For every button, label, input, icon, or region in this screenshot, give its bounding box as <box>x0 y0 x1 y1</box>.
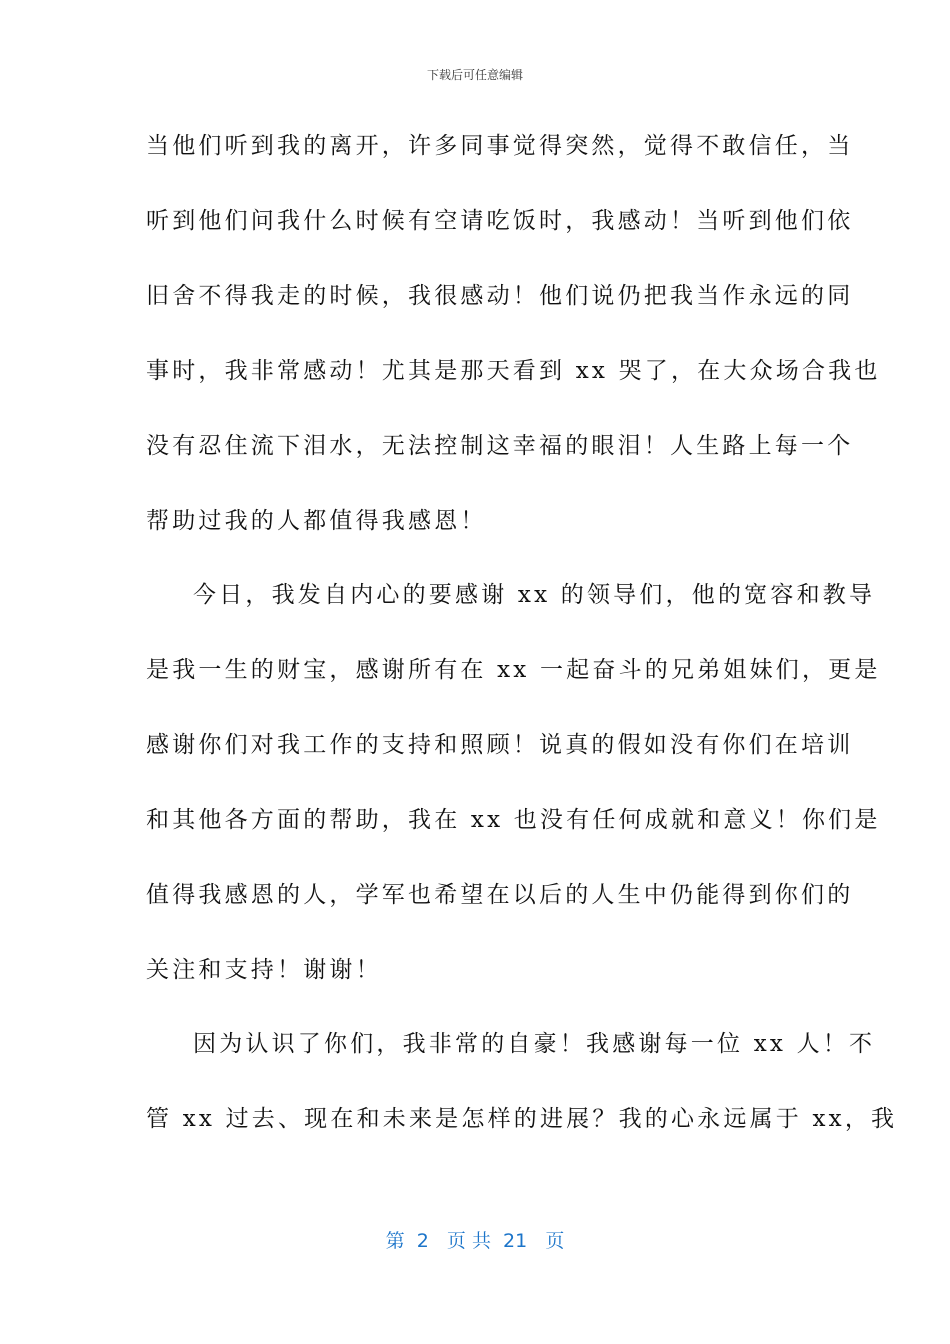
text-line: 听到他们问我什么时候有空请吃饭时，我感动！当听到他们依 <box>146 208 854 234</box>
paragraph-first-line: 因为认识了你们，我非常的自豪！我感谢每一位 xx 人！不 <box>193 1031 876 1057</box>
text-line: 当他们听到我的离开，许多同事觉得突然，觉得不敢信任，当 <box>146 133 854 159</box>
text-line: 和其他各方面的帮助，我在 xx 也没有任何成就和意义！你们是 <box>146 807 881 833</box>
text-line: 帮助过我的人都值得我感恩！ <box>146 508 487 534</box>
text-line: 是我一生的财宝，感谢所有在 xx 一起奋斗的兄弟姐妹们，更是 <box>146 657 881 683</box>
paragraph-first-line: 今日，我发自内心的要感谢 xx 的领导们，他的宽容和教导 <box>193 582 876 608</box>
page-header: 下载后可任意编辑 <box>426 68 523 82</box>
text-line: 管 xx 过去、现在和未来是怎样的进展？我的心永远属于 xx，我 <box>146 1106 898 1132</box>
text-line: 事时，我非常感动！尤其是那天看到 xx 哭了，在大众场合我也 <box>146 358 881 384</box>
text-line: 值得我感恩的人，学军也希望在以后的人生中仍能得到你们的 <box>146 882 854 908</box>
text-line: 感谢你们对我工作的支持和照顾！说真的假如没有你们在培训 <box>146 732 854 758</box>
text-line: 关注和支持！谢谢！ <box>146 957 382 983</box>
text-line: 旧舍不得我走的时候，我很感动！他们说仍把我当作永远的同 <box>146 283 854 309</box>
text-line: 没有忍住流下泪水，无法控制这幸福的眼泪！人生路上每一个 <box>146 433 854 459</box>
page-footer: 第 2 页 共 21 页 <box>385 1230 565 1252</box>
